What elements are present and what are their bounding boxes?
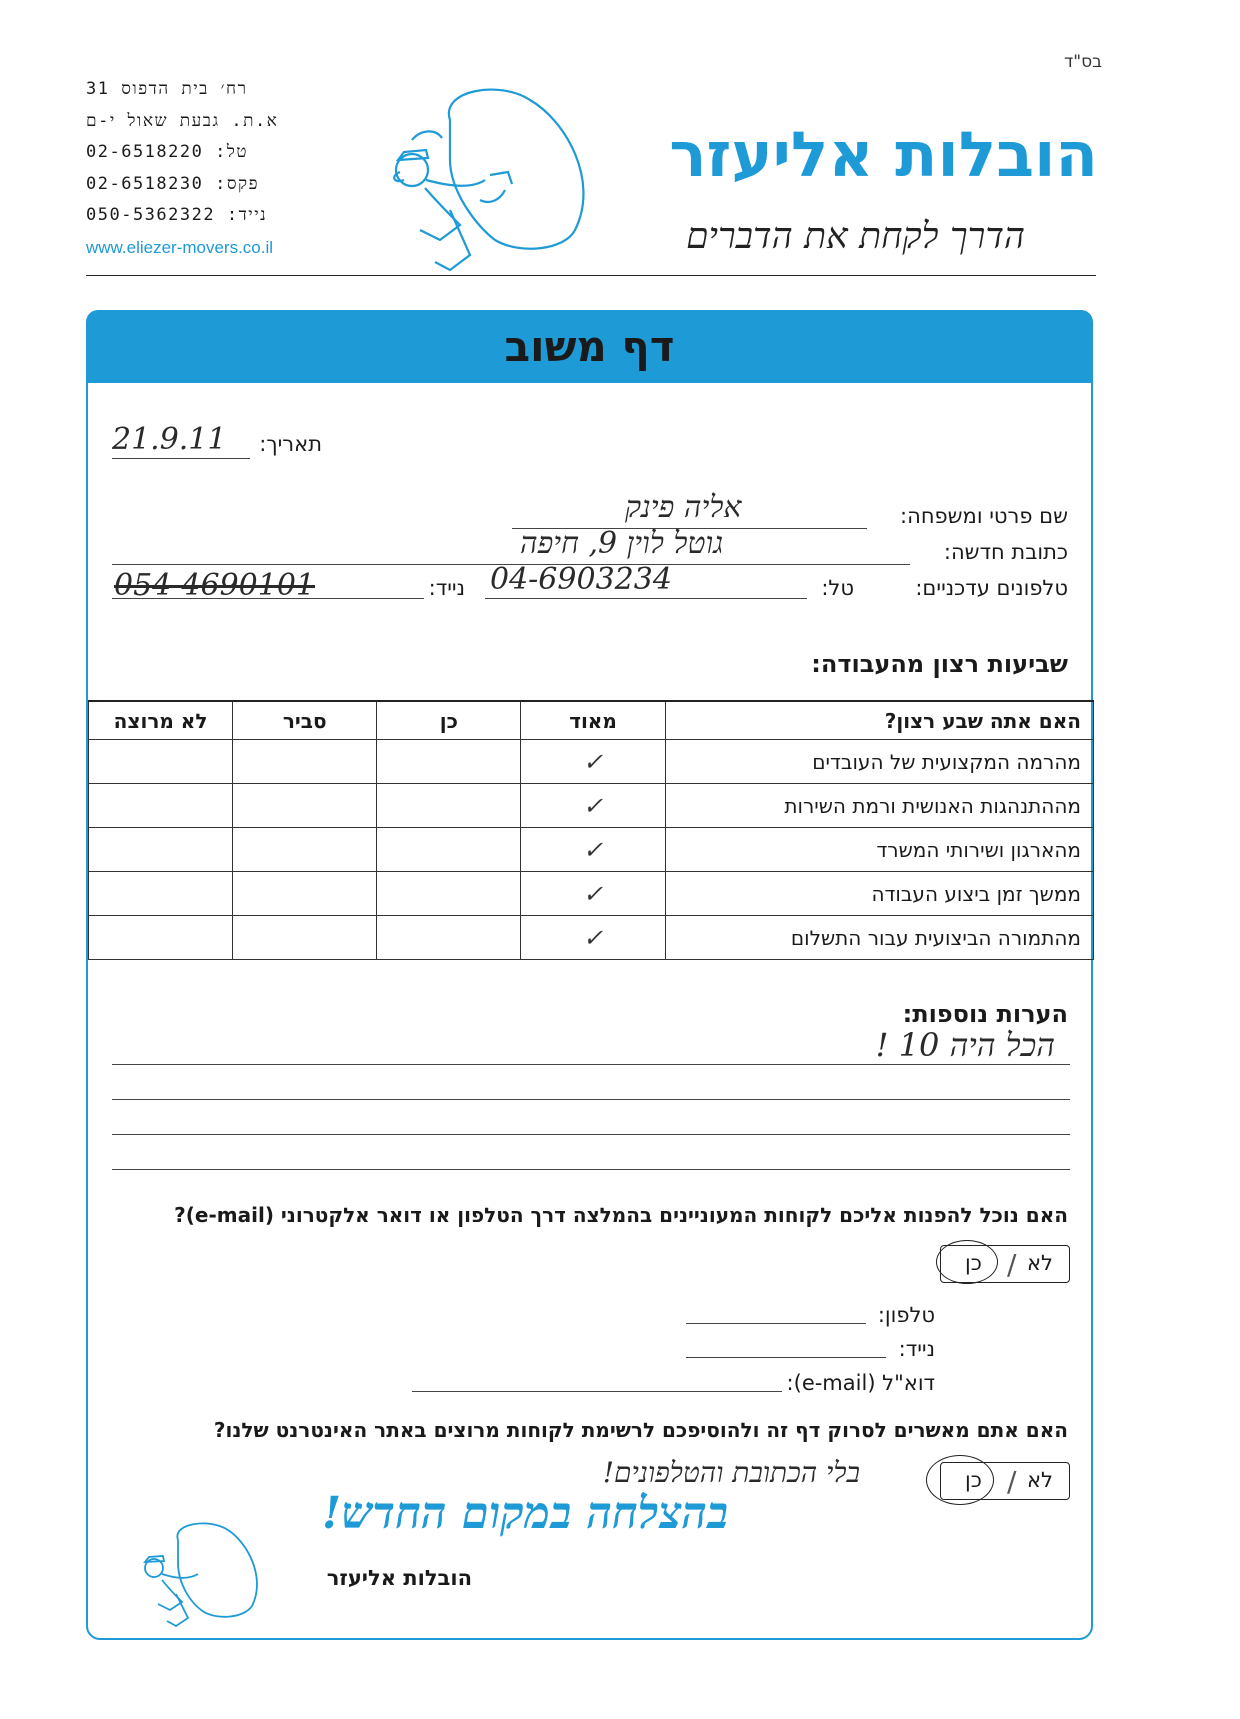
- question-cell: מהארגון ושירותי המשרד: [665, 828, 1093, 872]
- col-very: מאוד: [521, 701, 665, 740]
- col-not-satisfied: לא מרוצה: [89, 701, 233, 740]
- not-satisfied-checkbox[interactable]: [89, 740, 233, 784]
- fair-checkbox[interactable]: [233, 916, 377, 960]
- referral-phone-line[interactable]: [686, 1323, 866, 1324]
- question-cell: מההתנהגות האנושית ורמת השירות: [665, 784, 1093, 828]
- comments-value[interactable]: הכל היה 10 !: [875, 1026, 1055, 1064]
- fair-checkbox[interactable]: [233, 872, 377, 916]
- referral-yes-circle: [936, 1240, 998, 1284]
- website-link[interactable]: www.eliezer-movers.co.il: [86, 237, 274, 257]
- mover-mascot-icon: [390, 80, 610, 280]
- mobile-label: נייד:: [428, 576, 465, 600]
- name-label: שם פרטי ומשפחה:: [900, 504, 1068, 528]
- tel-line: [485, 598, 807, 599]
- fair-checkbox[interactable]: [233, 784, 377, 828]
- question-cell: ממשך זמן ביצוע העבודה: [665, 872, 1093, 916]
- comment-line-4[interactable]: [112, 1169, 1070, 1170]
- comment-line-3[interactable]: [112, 1134, 1070, 1135]
- referral-mobile-line[interactable]: [686, 1357, 886, 1358]
- name-value[interactable]: אליה פינק: [625, 490, 742, 525]
- comment-line-2[interactable]: [112, 1099, 1070, 1100]
- contact-info: [86, 74, 326, 263]
- not-satisfied-checkbox[interactable]: [89, 828, 233, 872]
- satisfaction-heading: שביעות רצון מהעבודה:: [811, 650, 1068, 678]
- not-satisfied-checkbox[interactable]: [89, 872, 233, 916]
- very-checkbox[interactable]: ✓: [521, 784, 665, 828]
- not-satisfied-checkbox[interactable]: [89, 784, 233, 828]
- brand-name: הובלות אליעזר: [669, 118, 1098, 191]
- referral-question: האם נוכל להפנות אליכם לקוחות המעוניינים בהמלצה דרך הטלפון או דואר אלקטרוני (e-mail)?: [174, 1203, 1068, 1227]
- tel-label: טל:: [821, 576, 854, 600]
- date-value[interactable]: 21.9.11: [112, 422, 227, 457]
- table-row: [89, 828, 1094, 872]
- contact-area: א.ת. גבעת שאול י-ם: [86, 110, 279, 131]
- brand-slogan: הדרך לקחת את הדברים: [686, 216, 1025, 257]
- referral-phone-label: טלפון:: [877, 1303, 935, 1327]
- referral-no-option[interactable]: לא: [1027, 1251, 1053, 1275]
- date-line: [112, 458, 250, 459]
- bsd-mark: בס"ד: [1064, 52, 1102, 72]
- yes-checkbox[interactable]: [377, 916, 521, 960]
- referral-mobile-label: נייד:: [898, 1337, 935, 1361]
- footer-slogan: בהצלחה במקום החדש!: [321, 1488, 729, 1539]
- satisfaction-table: [88, 700, 1094, 960]
- slash-divider: /: [1007, 1248, 1017, 1281]
- date-label: תאריך:: [259, 432, 322, 456]
- mover-mascot-icon: [140, 1518, 270, 1628]
- very-checkbox[interactable]: ✓: [521, 872, 665, 916]
- address-value[interactable]: גוטל לוין 9, חיפה: [520, 526, 724, 561]
- publish-question: האם אתם מאשרים לסרוק דף זה ולהוסיפכם לרשימת לקוחות מרוצים באתר האינטרנט שלנו?: [213, 1418, 1068, 1442]
- col-question: האם אתה שבע רצון?: [665, 701, 1093, 740]
- referral-email-label: דוא"ל (e-mail):: [786, 1371, 935, 1395]
- slash-divider: /: [1007, 1465, 1017, 1498]
- table-row: [89, 740, 1094, 784]
- table-row: [89, 784, 1094, 828]
- publish-no-option[interactable]: לא: [1027, 1468, 1053, 1492]
- publish-handwritten-note[interactable]: בלי הכתובת והטלפונים!: [602, 1456, 860, 1489]
- very-checkbox[interactable]: ✓: [521, 740, 665, 784]
- yes-checkbox[interactable]: [377, 740, 521, 784]
- table-header-row: [89, 701, 1094, 740]
- contact-address: רח׳ בית הדפוס 31: [86, 79, 248, 99]
- contact-phone: טל: 02-6518220: [86, 142, 249, 162]
- comment-line-1[interactable]: [112, 1064, 1070, 1065]
- col-yes: כן: [377, 701, 521, 740]
- table-row: [89, 916, 1094, 960]
- publish-yes-circle: [926, 1455, 994, 1505]
- contact-mobile: נייד: 050-5362322: [86, 205, 268, 225]
- yes-checkbox[interactable]: [377, 828, 521, 872]
- col-fair: סביר: [233, 701, 377, 740]
- very-checkbox[interactable]: ✓: [521, 828, 665, 872]
- not-satisfied-checkbox[interactable]: [89, 916, 233, 960]
- table-row: [89, 872, 1094, 916]
- fair-checkbox[interactable]: [233, 828, 377, 872]
- mobile-value[interactable]: 054-4690101: [114, 568, 316, 603]
- comments-heading: הערות נוספות:: [902, 1000, 1068, 1028]
- question-cell: מהתמורה הביצועית עבור התשלום: [665, 916, 1093, 960]
- yes-checkbox[interactable]: [377, 872, 521, 916]
- referral-email-line[interactable]: [412, 1391, 782, 1392]
- page-title: דף משוב: [504, 322, 675, 371]
- address-label: כתובת חדשה:: [943, 540, 1068, 564]
- header-divider: [86, 275, 1096, 276]
- contact-fax: פקס: 02-6518230: [86, 173, 260, 194]
- tel-value[interactable]: 04-6903234: [490, 562, 672, 597]
- fair-checkbox[interactable]: [233, 740, 377, 784]
- publish-yes-option[interactable]: כן: [965, 1468, 982, 1492]
- very-checkbox[interactable]: ✓: [521, 916, 665, 960]
- referral-yes-option[interactable]: כן: [965, 1251, 982, 1275]
- question-cell: מהרמה המקצועית של העובדים: [665, 740, 1093, 784]
- footer-company-name: הובלות אליעזר: [326, 1566, 472, 1590]
- phones-label: טלפונים עדכניים:: [915, 576, 1068, 600]
- yes-checkbox[interactable]: [377, 784, 521, 828]
